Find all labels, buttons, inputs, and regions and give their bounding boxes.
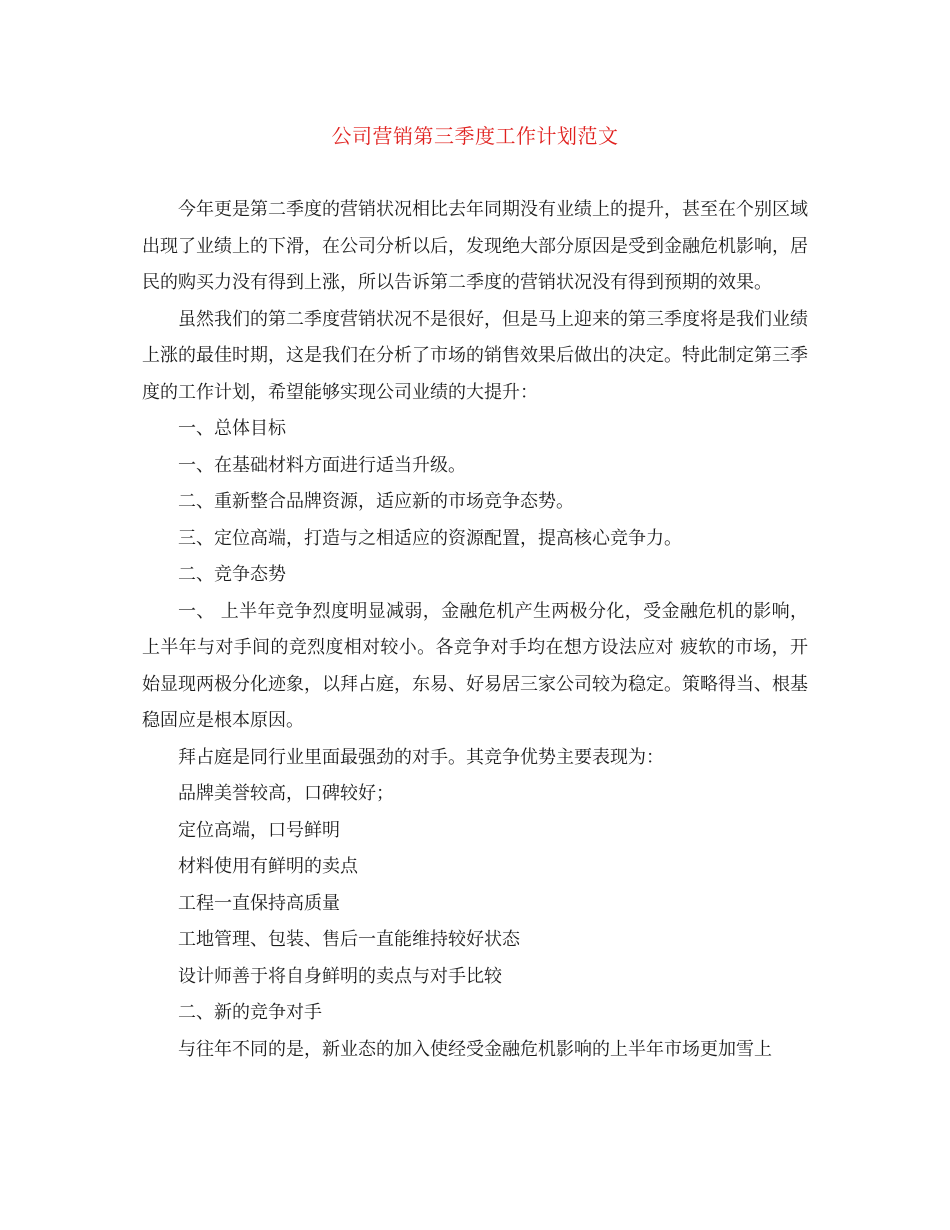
- list-item: 二、重新整合品牌资源，适应新的市场竞争态势。: [178, 491, 574, 512]
- document-title: 公司营销第三季度工作计划范文: [331, 124, 619, 148]
- paragraph: 拜占庭是同行业里面最强劲的对手。其竞争优势主要表现为：: [178, 746, 664, 768]
- section-heading: 一、总体目标: [178, 418, 286, 439]
- paragraph: 与往年不同的是，新业态的加入使经受金融危机影响的上半年市场更加雪上: [178, 1038, 772, 1060]
- section-heading: 二、竞争态势: [178, 564, 286, 585]
- list-item: 定位高端，口号鲜明: [178, 819, 340, 841]
- list-item: 品牌美誉较高，口碑较好；: [178, 783, 394, 804]
- list-item: 设计师善于将自身鲜明的卖点与对手比较: [178, 965, 502, 987]
- section-heading: 二、新的竞争对手: [178, 1002, 322, 1023]
- document-body: [142, 192, 808, 1068]
- list-item: 一、在基础材料方面进行适当升级。: [178, 454, 466, 476]
- paragraph: 今年更是第二季度的营销状况相比去年同期没有业绩上的提升，甚至在个别区域出现了业绩上的下滑，在公司分析以后，发现绝大部分原因是受到金融危机影响，居民的购买力没有得到上涨，所以告诉第二季度的营销状况没有得到预期的效果。: [142, 199, 808, 293]
- list-item: 材料使用有鲜明的卖点: [178, 856, 358, 877]
- paragraph: 虽然我们的第二季度营销状况不是很好，但是马上迎来的第三季度将是我们业绩上涨的最佳时期，这是我们在分析了市场的销售效果后做出的决定。特此制定第三季度的工作计划，希望能够实现公司业绩的大提升：: [142, 308, 808, 403]
- list-item: 工地管理、包装、售后一直能维持较好状态: [178, 929, 520, 950]
- list-item: 三、定位高端，打造与之相适应的资源配置，提高核心竞争力。: [178, 527, 682, 549]
- paragraph: 一、 上半年竞争烈度明显减弱，金融危机产生两极分化，受金融危机的影响，上半年与对手间的竞烈度相对较小。各竞争对手均在想方设法应对 疲软的市场，开始显现两极分化迹象，以拜占庭，东易、好易居三家公司较为稳定。策略得当、根基稳固应是根本原因。: [142, 600, 808, 731]
- list-item: 工程一直保持高质量: [178, 892, 340, 914]
